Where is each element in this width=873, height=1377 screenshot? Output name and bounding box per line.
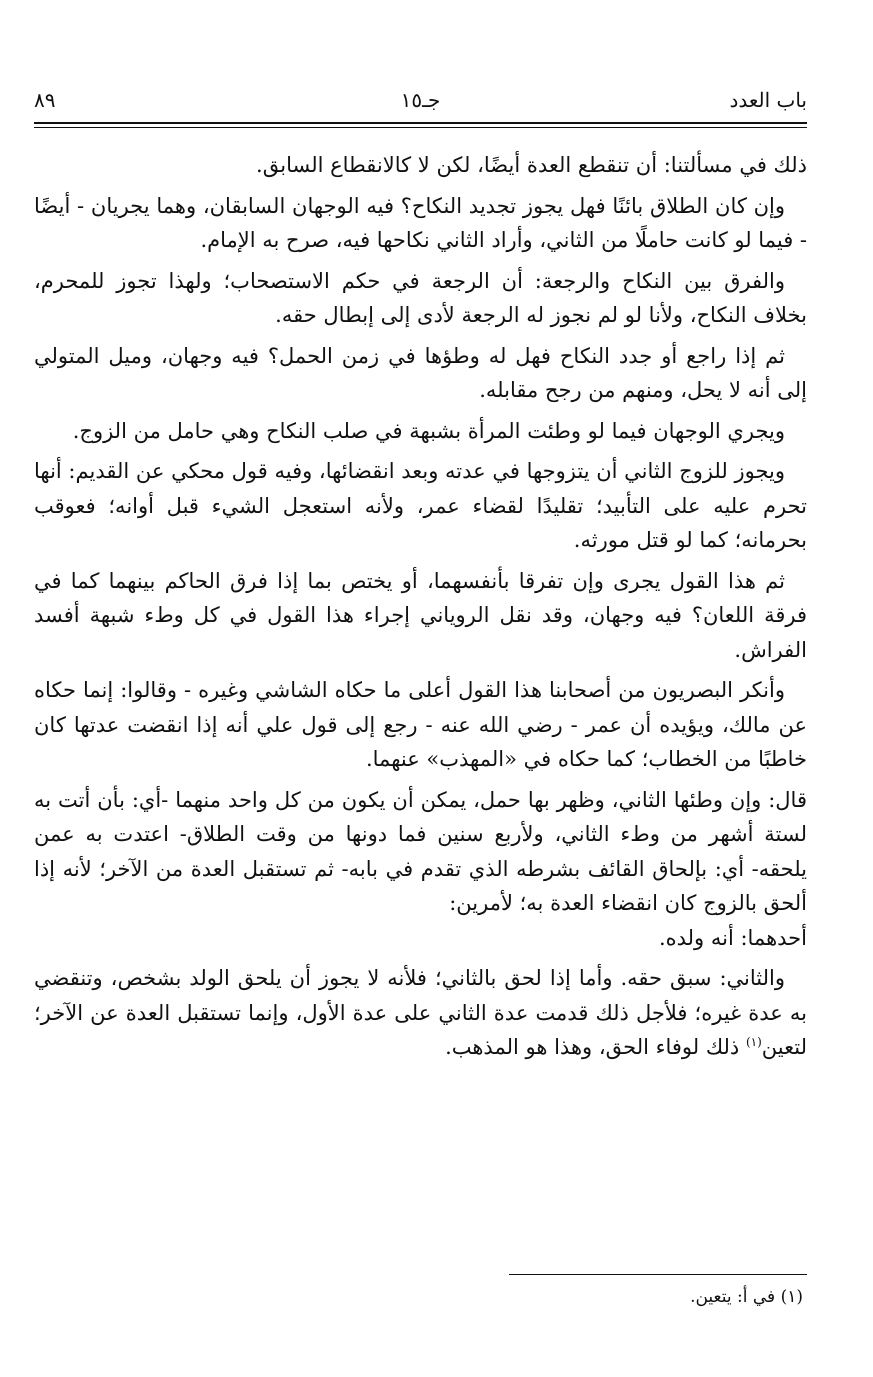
paragraph: ذلك في مسألتنا: أن تنقطع العدة أيضًا، لكن لا كالانقطاع السابق. xyxy=(256,153,807,177)
volume-label: جـ١٥ xyxy=(400,88,441,112)
header-rule-thick xyxy=(34,122,807,124)
body-text xyxy=(34,148,807,1071)
page-number: ٨٩ xyxy=(34,88,56,112)
running-header xyxy=(34,88,807,118)
footnote-number: (١) xyxy=(780,1287,803,1307)
footnote xyxy=(690,1287,803,1307)
header-rule-thin xyxy=(34,127,807,128)
paragraph: ويجري الوجهان فيما لو وطئت المرأة بشبهة في صلب النكاح وهي حامل من الزوج. xyxy=(72,418,785,443)
reason-one: أحدهما: أنه ولده. xyxy=(658,925,807,950)
chapter-title: باب العدد xyxy=(729,88,807,112)
paragraph: وأنكر البصريون من أصحابنا هذا القول أعلى ما حكاه الشاشي وغيره - وقالوا: إنما حكاه عن مالك، ويؤيده أن عمر - رضي الله عنه - رجع إلى قول علي أنه إذا انقضت عدتها كان خاطبًا من الخطاب؛ كما حكاه في «المهذب» عنهما. xyxy=(34,678,807,771)
reason-two xyxy=(34,961,807,1065)
paragraph: والفرق بين النكاح والرجعة: أن الرجعة في حكم الاستصحاب؛ ولهذا تجوز للمحرم، بخلاف النكاح، ولأنا لو لم نجوز له الرجعة لأدى إلى إبطال حقه. xyxy=(34,268,807,327)
reason-two-text: والثاني: سبق حقه. وأما إذا لحق بالثاني؛ فلأنه لا يجوز أن يلحق الولد بشخص، وتنقضي به عدة غيره؛ فلأجل ذلك قدمت عدة الثاني على عدة الأول، وإنما تستقبل العدة عن الآخر؛ لتعين xyxy=(34,966,807,1059)
footnote-text: في أ: يتعين. xyxy=(690,1287,776,1307)
paragraph: ثم إذا راجع أو جدد النكاح فهل له وطؤها في زمن الحمل؟ فيه وجهان، وميل المتولي إلى أنه لا يحل، ومنهم من رجح مقابله. xyxy=(34,343,807,402)
paragraph: ثم هذا القول يجرى وإن تفرقا بأنفسهما، أو يختص بما إذا فرق الحاكم بينهما كما في فرقة اللعان؟ فيه وجهان، وقد نقل الروياني إجراء هذا القول في كل وطء شبهة أفسد الفراش. xyxy=(34,568,807,662)
reason-two-text-end: ذلك لوفاء الحق، وهذا هو المذهب. xyxy=(445,1035,746,1059)
footnote-rule xyxy=(509,1274,807,1275)
footnote-marker[interactable]: (١) xyxy=(745,1035,762,1049)
paragraph: وإن كان الطلاق بائنًا فهل يجوز تجديد النكاح؟ فيه الوجهان السابقان، وهما يجريان - أيضًا - فيما لو كانت حاملًا من الثاني، وأراد الثاني نكاحها فيه، صرح به الإمام. xyxy=(34,193,807,252)
paragraph: قال: وإن وطئها الثاني، وظهر بها حمل، يمكن أن يكون من كل واحد منهما -أي: بأن أتت به لستة أشهر من وطء الثاني، ولأربع سنين فما دونها من وقت الطلاق- اعتدت به عمن يلحقه- أي: بإلحاق القائف بشرطه الذي تقدم في بابه- ثم تستقبل العدة من الآخر؛ لأنه إذا ألحق بالزوج كان انقضاء العدة به؛ لأمرين: xyxy=(34,787,807,915)
paragraph: ويجوز للزوج الثاني أن يتزوجها في عدته وبعد انقضائها، وفيه قول محكي عن القديم: أنها تحرم عليه على التأبيد؛ تقليدًا لقضاء عمر، ولأنه استعجل الشيء قبل أوانه؛ فعوقب بحرمانه؛ كما لو قتل مورثه. xyxy=(34,459,807,552)
